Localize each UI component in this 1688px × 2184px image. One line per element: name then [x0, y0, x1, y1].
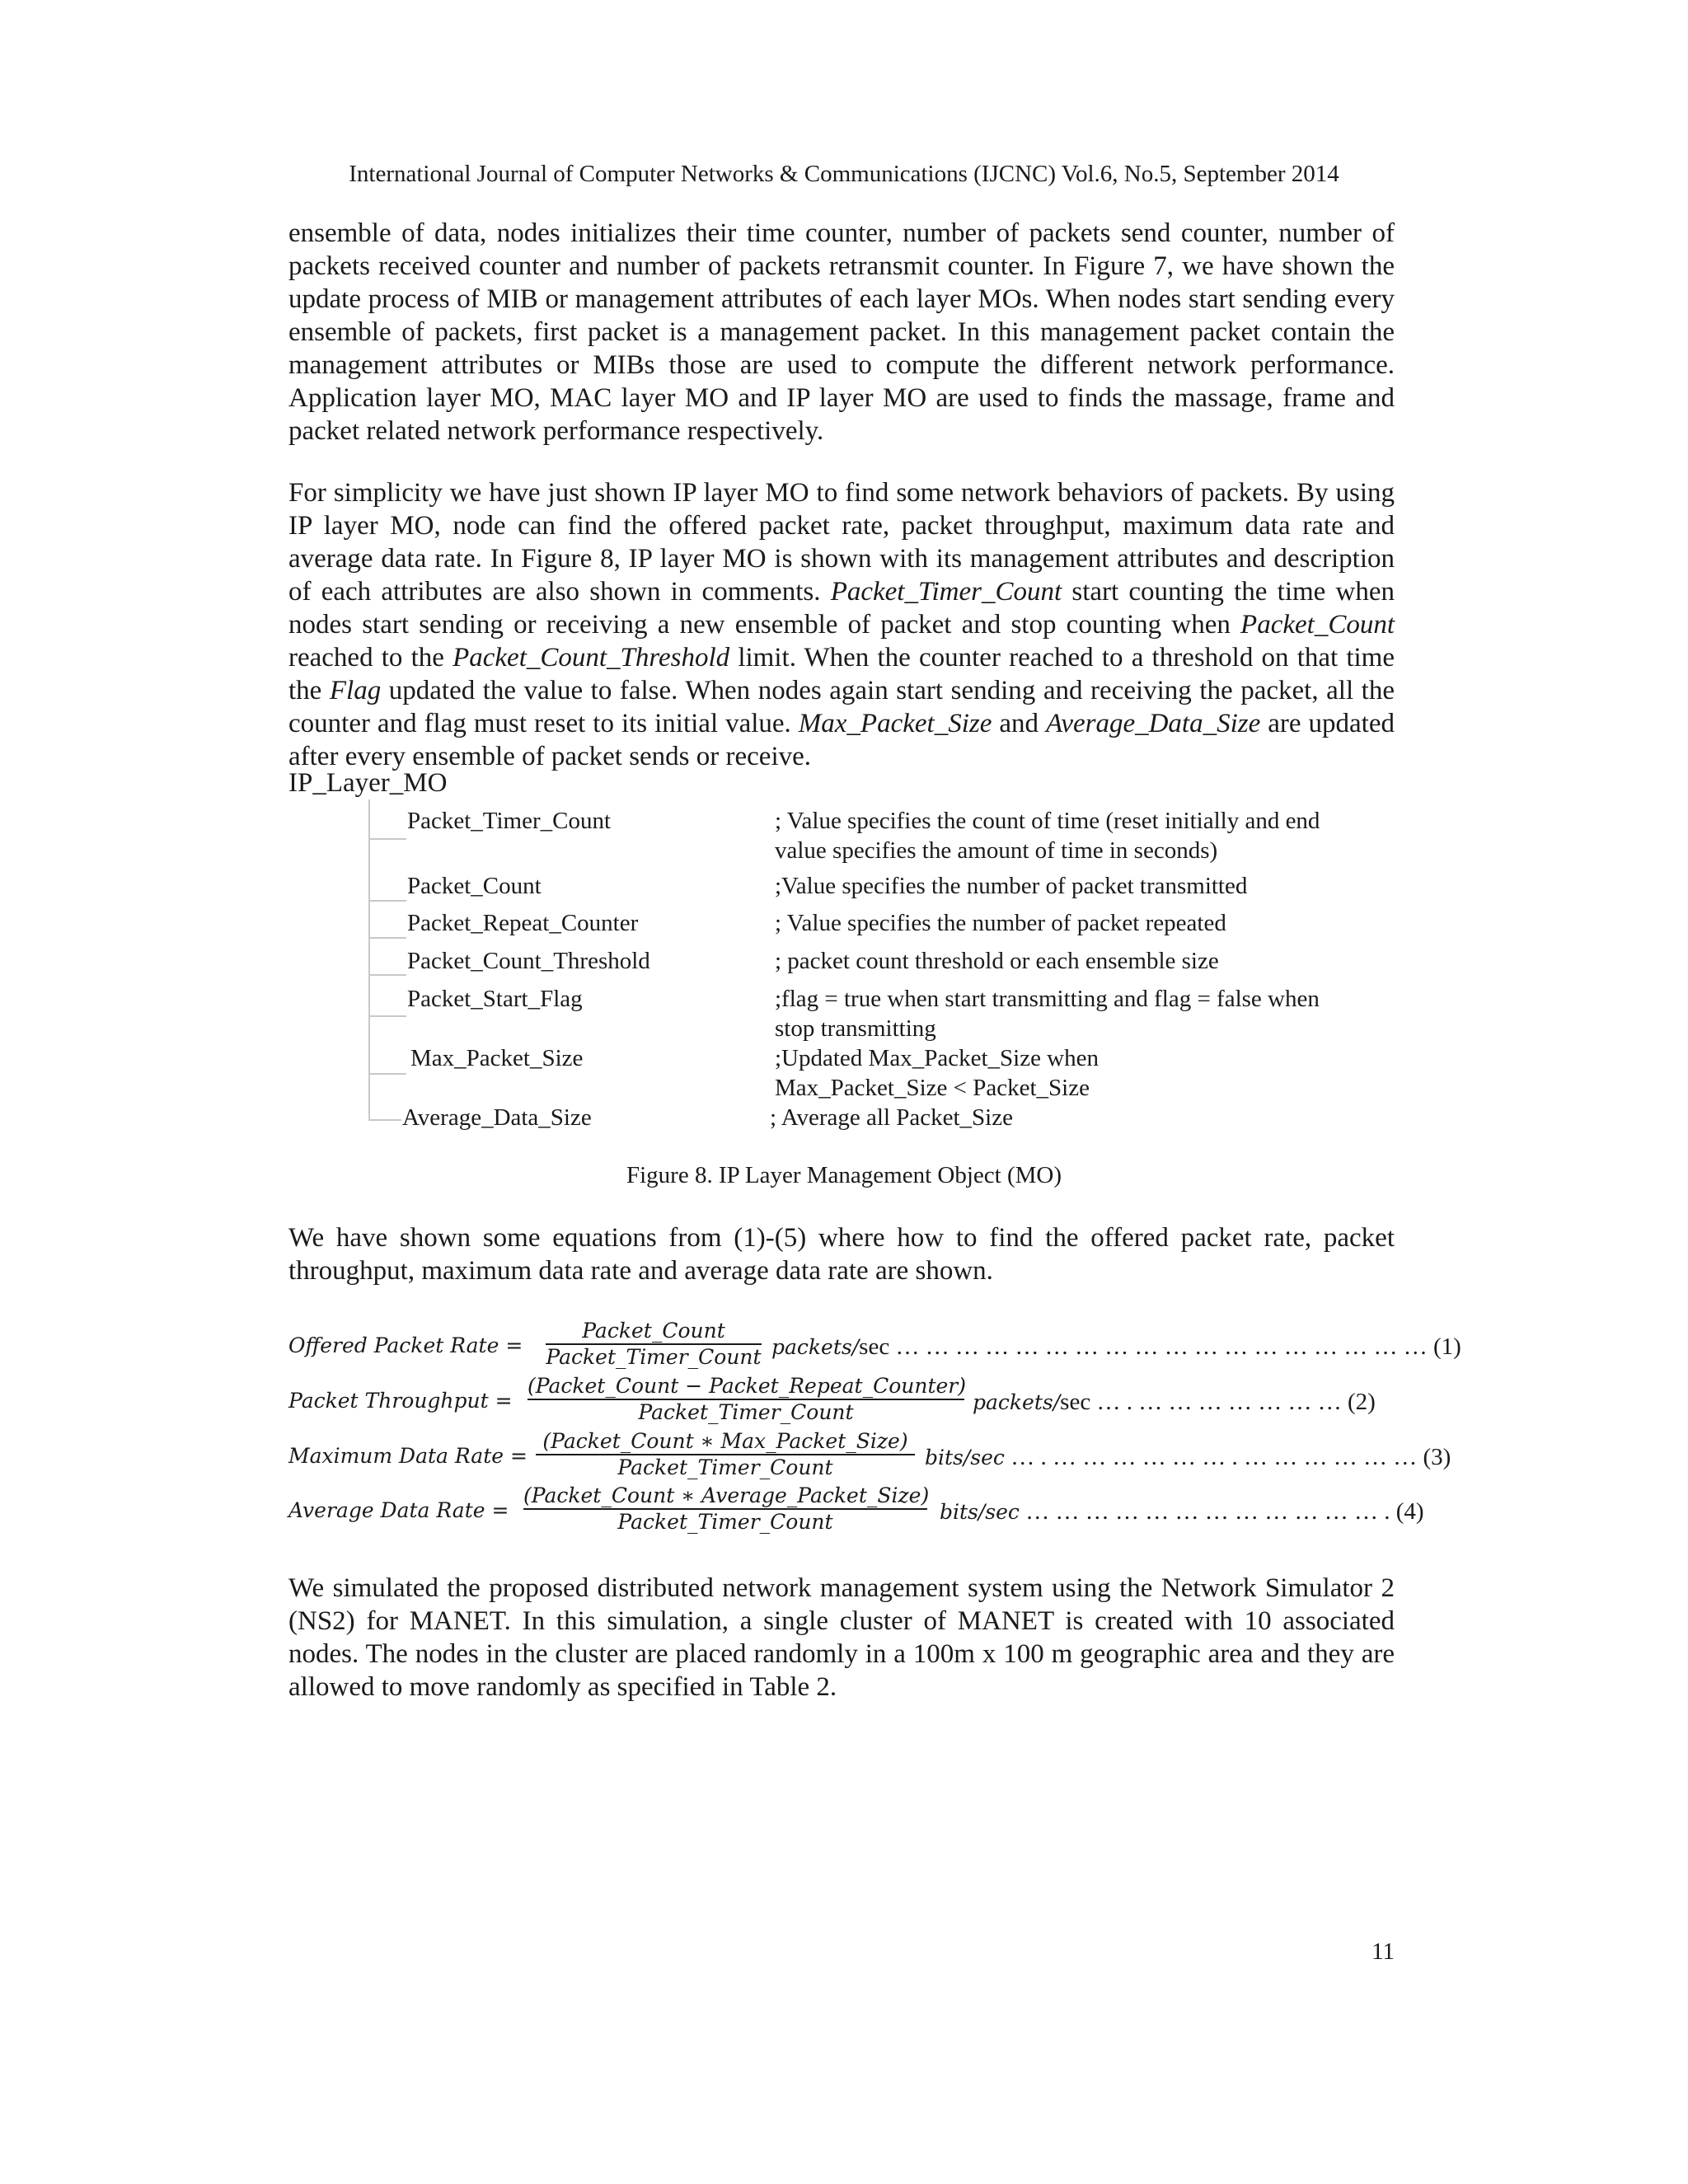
equation-fraction [546, 1319, 762, 1370]
equation-lhs: Maximum Data Rate = [288, 1444, 528, 1468]
attribute-description: ;Value specifies the number of packet transmitted [775, 873, 1248, 899]
attribute-name: Packet_Repeat_Counter [407, 910, 639, 936]
text-run: reached to the [288, 643, 453, 673]
tree-branch [368, 974, 406, 976]
attribute-description: ;Updated Max_Packet_Size when Max_Packet_Size < Packet_Size [775, 1045, 1100, 1101]
paragraph-simulation: We simulated the proposed distributed network management system using the Network Simulator 2 (NS2) for MANET. In this simulation, a single cluster of MANET is created with 10 associated nodes. The nodes in the cluster are placed randomly in a 100m x 100 m geographic area and they are allowed to move randomly as specified in Table 2. [288, 1573, 1395, 1702]
denominator: Packet_Timer_Count [617, 1510, 833, 1534]
attribute-name: Max_Packet_Size [410, 1045, 584, 1071]
equation-fraction [536, 1429, 915, 1480]
tree-branch [368, 1073, 406, 1075]
denominator: Packet_Timer_Count [638, 1400, 854, 1424]
leader-dots: … . … … … … … … . … … … … … … (3) [1004, 1444, 1451, 1470]
term-average-data-size: Average_Data_Size [1045, 709, 1261, 738]
page-number: 11 [1372, 1938, 1395, 1965]
journal-header: International Journal of Computer Networks & Communications (IJCNC) Vol.6, No.5, September 2014 [349, 161, 1339, 187]
tree-branch [368, 838, 406, 840]
paragraph-mib-update: ensemble of data, nodes initializes their time counter, number of packets send counter, number of packets received counter and number of packets retransmit counter. In Figure 7, we have shown the update process of MIB or management attributes of each layer MOs. When nodes start sending every ensemble of packets, first packet is a management packet. In this management packet contain the management attributes or MIBs those are used to compute the different network performance. Application layer MO, MAC layer MO and IP layer MO are used to finds the massage, frame and packet related network performance respectively. [288, 218, 1395, 446]
attribute-name: Packet_Start_Flag [407, 986, 583, 1012]
attribute-name: Average_Data_Size [402, 1104, 592, 1131]
tree-branch [368, 1015, 406, 1017]
equation-rhs [973, 1389, 1376, 1416]
figure-root-label: IP_Layer_MO [288, 768, 448, 798]
attribute-description: ;flag = true when start transmitting and flag = false when stop transmitting [775, 986, 1320, 1042]
denominator: Packet_Timer_Count [546, 1345, 762, 1369]
unit-sec: sec [859, 1333, 890, 1360]
text-run: are updated after every ensemble of packet sends or receive. [288, 709, 1395, 771]
text-run: limit. When the counter reached to a threshold on that time the [288, 643, 1395, 705]
term-flag: Flag [329, 676, 382, 705]
attribute-description: ; Value specifies the count of time (reset initially and end value specifies the amount of time in seconds) [775, 808, 1320, 864]
attribute-description: ; Value specifies the number of packet repeated [775, 910, 1226, 936]
equation-fraction [523, 1483, 930, 1535]
tree-branch [368, 900, 406, 902]
text-run: updated the value to false. When nodes again start sending and receiving the packet, all the counter and flag must reset to its initial value. [288, 676, 1395, 738]
unit-sec: sec [1060, 1389, 1091, 1415]
text-run: For simplicity we have just shown IP layer MO to find some network behaviors of packets. By using IP layer MO, node can find the offered packet rate, packet throughput, maximum data rate and average data rate. In Figure 8, IP layer MO is shown with its management attributes and description of each attributes are also shown in comments. [288, 478, 1395, 607]
leader-dots: … … … … … … … … … … … … . (4) [1019, 1498, 1424, 1525]
equation-rhs [940, 1498, 1424, 1526]
equation-2 [288, 1374, 1401, 1427]
unit: packets/ [771, 1335, 860, 1359]
attribute-description: ; packet count threshold or each ensemble size [775, 948, 1219, 974]
equation-lhs: Packet Throughput = [288, 1389, 513, 1413]
term-packet-count: Packet_Count [1240, 610, 1395, 640]
numerator: Packet_Count [582, 1319, 725, 1343]
attribute-description: ; Average all Packet_Size [770, 1104, 1013, 1131]
equation-4 [288, 1483, 1424, 1536]
leader-dots: … … … … … … … … … … … … … … … … … … (1) [889, 1333, 1461, 1360]
unit: bits/sec [925, 1446, 1005, 1469]
attribute-name: Packet_Count_Threshold [407, 948, 650, 974]
equation-1 [288, 1319, 1461, 1371]
figure-caption: Figure 8. IP Layer Management Object (MO) [626, 1162, 1062, 1188]
unit: bits/sec [940, 1500, 1020, 1524]
numerator: (Packet_Count − Packet_Repeat_Counter) [528, 1374, 967, 1398]
denominator: Packet_Timer_Count [617, 1455, 833, 1479]
term-max-packet-size: Max_Packet_Size [798, 709, 992, 738]
equation-rhs [925, 1444, 1451, 1471]
numerator: (Packet_Count ∗ Average_Packet_Size) [523, 1483, 930, 1507]
term-packet-timer-count: Packet_Timer_Count [830, 577, 1062, 607]
tree-branch [368, 937, 406, 939]
unit: packets/ [973, 1390, 1061, 1414]
numerator: (Packet_Count ∗ Max_Packet_Size) [542, 1429, 908, 1453]
text-run: and [992, 709, 1046, 738]
tree-branch [368, 1119, 401, 1121]
paragraph-ip-layer [288, 476, 1395, 773]
text-run: start counting the time when nodes start sending or receiving a new ensemble of packet and stop counting when [288, 577, 1395, 640]
leader-dots: … . … … … … … … … (2) [1090, 1389, 1376, 1415]
term-packet-count-threshold: Packet_Count_Threshold [452, 643, 730, 673]
equation-lhs: Average Data Rate = [288, 1498, 509, 1522]
equation-rhs [771, 1333, 1461, 1361]
attribute-name: Packet_Count [407, 873, 542, 899]
equation-3 [288, 1429, 1451, 1482]
attribute-name: Packet_Timer_Count [407, 808, 612, 834]
paragraph-equations-intro: We have shown some equations from (1)-(5) where how to find the offered packet rate, packet throughput, maximum data rate and average data rate are shown. [288, 1223, 1395, 1286]
equation-lhs: Offered Packet Rate = [288, 1333, 523, 1357]
